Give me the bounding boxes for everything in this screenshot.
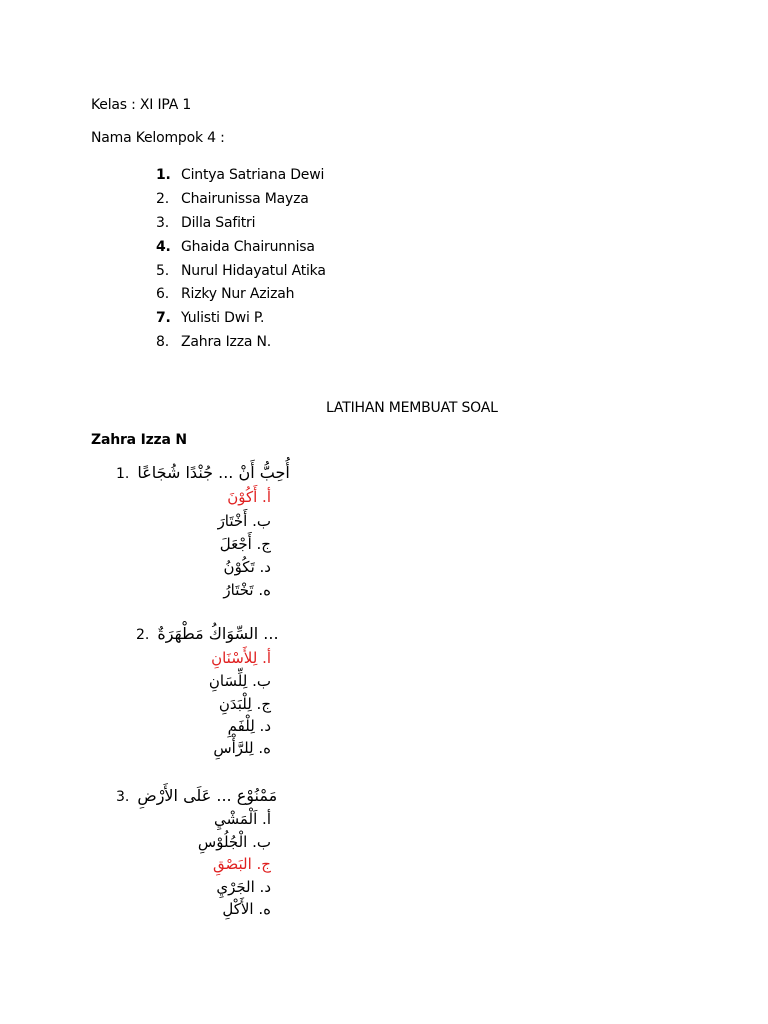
list-number: 1. — [156, 166, 171, 183]
question-number: 3. — [116, 789, 130, 805]
member-name: Rizky Nur Azizah — [181, 286, 295, 303]
question-stem: أُحِبُّ أَنْ ... جُنْدًا شُجَاعًا — [137, 463, 290, 482]
class-label: Kelas : XI IPA 1 — [91, 97, 192, 113]
list-item — [156, 259, 326, 283]
list-number: 6. — [156, 286, 169, 303]
question-2 — [136, 624, 279, 643]
choice-a: أ. لِلأَسْنَانِ — [211, 649, 271, 667]
list-number: 4. — [156, 238, 171, 255]
list-number: 8. — [156, 334, 169, 351]
question-1 — [116, 463, 290, 482]
choice-d: د. تَكُوْنُ — [223, 558, 271, 576]
question-3 — [116, 786, 276, 805]
question-number: 1. — [116, 466, 130, 482]
list-item — [156, 187, 326, 211]
list-number: 5. — [156, 262, 169, 279]
member-name: Ghaida Chairunnisa — [181, 238, 315, 255]
question-number: 2. — [136, 627, 150, 643]
member-name: Yulisti Dwi P. — [181, 310, 265, 327]
list-item — [156, 282, 326, 306]
member-list — [156, 163, 326, 354]
list-item — [156, 235, 326, 259]
choice-e: ه. الأَكْلِ — [222, 900, 271, 918]
author-name: Zahra Izza N — [91, 432, 187, 448]
member-name: Nurul Hidayatul Atika — [181, 262, 326, 279]
member-name: Dilla Safitri — [181, 214, 256, 231]
member-name: Cintya Satriana Dewi — [181, 166, 325, 183]
choice-b: ب. لِلِّسَانِ — [208, 672, 271, 690]
list-number: 2. — [156, 190, 169, 207]
section-title: LATIHAN MEMBUAT SOAL — [326, 400, 498, 416]
choice-b: ب. الْجُلُوْسِ — [197, 833, 271, 851]
choice-d: د. الجَرْيِ — [216, 878, 271, 896]
member-name: Zahra Izza N. — [181, 334, 272, 351]
choice-a: أ. أَكُوْنَ — [227, 488, 271, 506]
choice-d: د. لِلْفَمِ — [227, 717, 271, 735]
choice-c: ج. لِلْبَدَنِ — [218, 695, 271, 713]
question-stem: مَمْنُوْع ... عَلَى الأَرْضِ — [137, 786, 278, 805]
list-number: 3. — [156, 214, 169, 231]
list-item — [156, 330, 326, 354]
choice-e: ه. لِلرَّأْسِ — [213, 739, 271, 757]
list-item — [156, 306, 326, 330]
choice-a: أ. اَلْمَشْيِ — [214, 810, 271, 828]
group-label: Nama Kelompok 4 : — [91, 130, 225, 146]
question-stem: ... السِّوَاكُ مَطْهَرَةٌ — [157, 624, 279, 643]
list-item — [156, 163, 326, 187]
list-item — [156, 211, 326, 235]
list-number: 7. — [156, 310, 171, 327]
choice-c: ج. البَصْقِ — [212, 855, 271, 873]
choice-c: ج. أَجْعَلَ — [219, 535, 271, 553]
member-name: Chairunissa Mayza — [181, 190, 309, 207]
choice-b: ب. أَخْتَارَ — [217, 512, 271, 530]
choice-e: ه. تَخْتَارُ — [223, 581, 271, 599]
